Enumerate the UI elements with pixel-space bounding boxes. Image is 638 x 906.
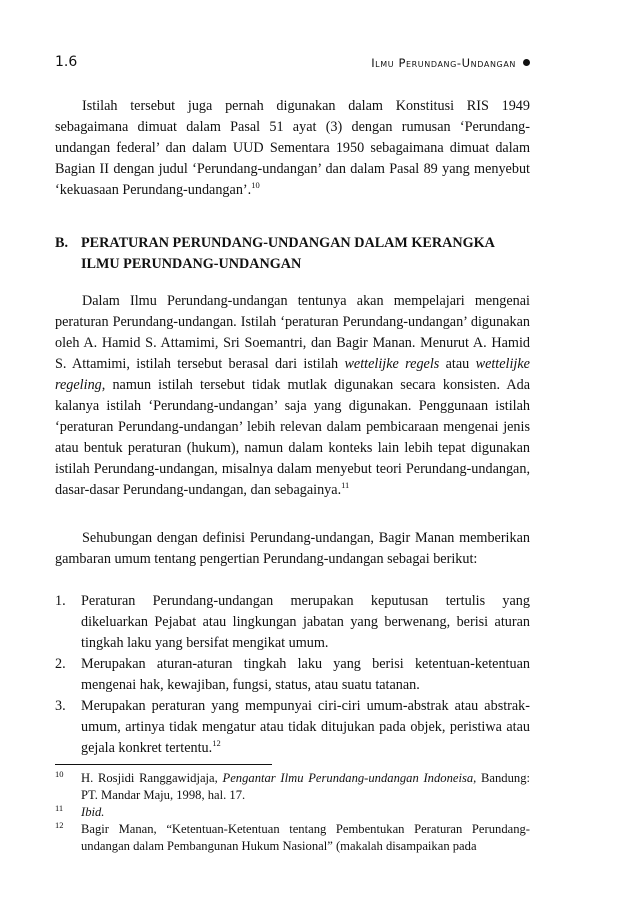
running-title: Ilmu Perundang-Undangan: [371, 56, 516, 70]
footnote-ref-10: 10: [251, 180, 260, 190]
footnote-text: Bagir Manan, “Ketentuan-Ketentuan tentang Pembentukan Peraturan Perundang-undangan dalam Pembangunan Hukum Nasional” (makalah disampaikan pada: [81, 822, 530, 853]
list-item-number: 1.: [55, 593, 66, 609]
footnote-author: H. Rosjidi Ranggawidjaja,: [81, 771, 223, 785]
footnote-number: 10: [55, 769, 64, 779]
section-heading-b: [55, 233, 530, 275]
list-item: [55, 696, 530, 759]
footnote-ref-11: 11: [341, 480, 350, 490]
footnote-12: [55, 821, 530, 855]
footnote-number: 12: [55, 820, 64, 830]
list-item-text: Merupakan peraturan yang mempunyai ciri-ciri umum-abstrak atau abstrak-umum, artinya tidak mengatur atau tidak ditujukan pada objek, peristiwa atau gejala konkret tertentu.: [81, 698, 530, 756]
footnote-book-title: Pengantar Ilmu Perundang-undangan Indoneisa,: [222, 771, 477, 785]
definition-list: [55, 591, 530, 759]
footnote-ref-12: 12: [212, 738, 221, 748]
list-item: [55, 654, 530, 696]
paragraph-2-italic-1: wettelijke regels: [344, 356, 440, 372]
list-item-number: 2.: [55, 656, 66, 672]
paragraph-3-text: Sehubungan dengan definisi Perundang-undangan, Bagir Manan memberikan gambaran umum tentang pengertian Perundang-undangan sebagai berikut:: [55, 530, 530, 567]
paragraph-2-part-2: atau: [439, 356, 476, 372]
paragraph-2-italic-2: wettelijke regeling,: [55, 356, 530, 393]
list-item: [55, 591, 530, 654]
page-number: 1.6: [55, 54, 78, 70]
footnote-number: 11: [55, 803, 64, 813]
list-item-text: Peraturan Perundang-undangan merupakan keputusan tertulis yang dikeluarkan Pejabat atau lingkungan jabatan yang berwenang, berisi aturan tingkah laku yang bersifat mengikat umum.: [81, 593, 530, 651]
paragraph-1-text: Istilah tersebut juga pernah digunakan dalam Konstitusi RIS 1949 sebagaimana dimuat dalam Pasal 51 ayat (3) dengan rumusan ‘Perundang-undangan federal’ dan dalam UUD Sementara 1950 sebagaimana dimuat dalam Bagian II dengan judul ‘Perundang-undangan’ dan dalam Pasal 89 yang menyebut ‘kekuasaan Perundang-undangan’.: [55, 98, 530, 198]
footnote-publication: Bandung: PT. Mandar Maju, 1998, hal. 17.: [81, 771, 530, 802]
paragraph-2: [55, 291, 530, 501]
bullet-icon: [523, 59, 530, 66]
paragraph-2-part-3: namun istilah tersebut tidak mutlak digunakan secara konsisten. Ada kalanya istilah ‘Perundang-undangan’ saja yang digunakan. Penggunaan istilah ‘peraturan Perundang-undangan’ lebih relevan dalam pembicaraan mengenai jenis atau bentuk peraturan (hukum), namun dalam konteks lain lebih tepat digunakan istilah Perundang-undangan, misalnya dalam menyebut teori Perundang-undangan, dasar-dasar Perundang-undangan, dan sebagainya.: [55, 377, 530, 498]
paragraph-1: [55, 96, 530, 201]
list-item-text: Merupakan aturan-aturan tingkah laku yang berisi ketentuan-ketentuan mengenai hak, kewajiban, fungsi, status, atau suatu tatanan.: [81, 656, 530, 693]
section-letter: B.: [55, 235, 69, 251]
paragraph-2-part-1: Dalam Ilmu Perundang-undangan tentunya akan mempelajari mengenai peraturan Perundang-undangan. Istilah ‘peraturan Perundang-undangan’ digunakan oleh A. Hamid S. Attamimi, Sri Soemantri, dan Bagir Manan. Menurut A. Hamid S. Attamimi, istilah tersebut berasal dari istilah: [55, 293, 530, 372]
footnote-divider: [55, 764, 272, 765]
paragraph-3: [55, 528, 530, 570]
page-header: [55, 54, 530, 72]
section-title-line-2: ILMU PERUNDANG-UNDANGAN: [81, 256, 302, 272]
footnote-11: [55, 804, 530, 821]
footnote-10: [55, 770, 530, 804]
footnote-ibid: Ibid.: [81, 805, 105, 819]
section-title-line-1: PERATURAN PERUNDANG-UNDANGAN DALAM KERANGKA: [81, 235, 495, 251]
list-item-number: 3.: [55, 698, 66, 714]
footnotes: [55, 770, 530, 855]
